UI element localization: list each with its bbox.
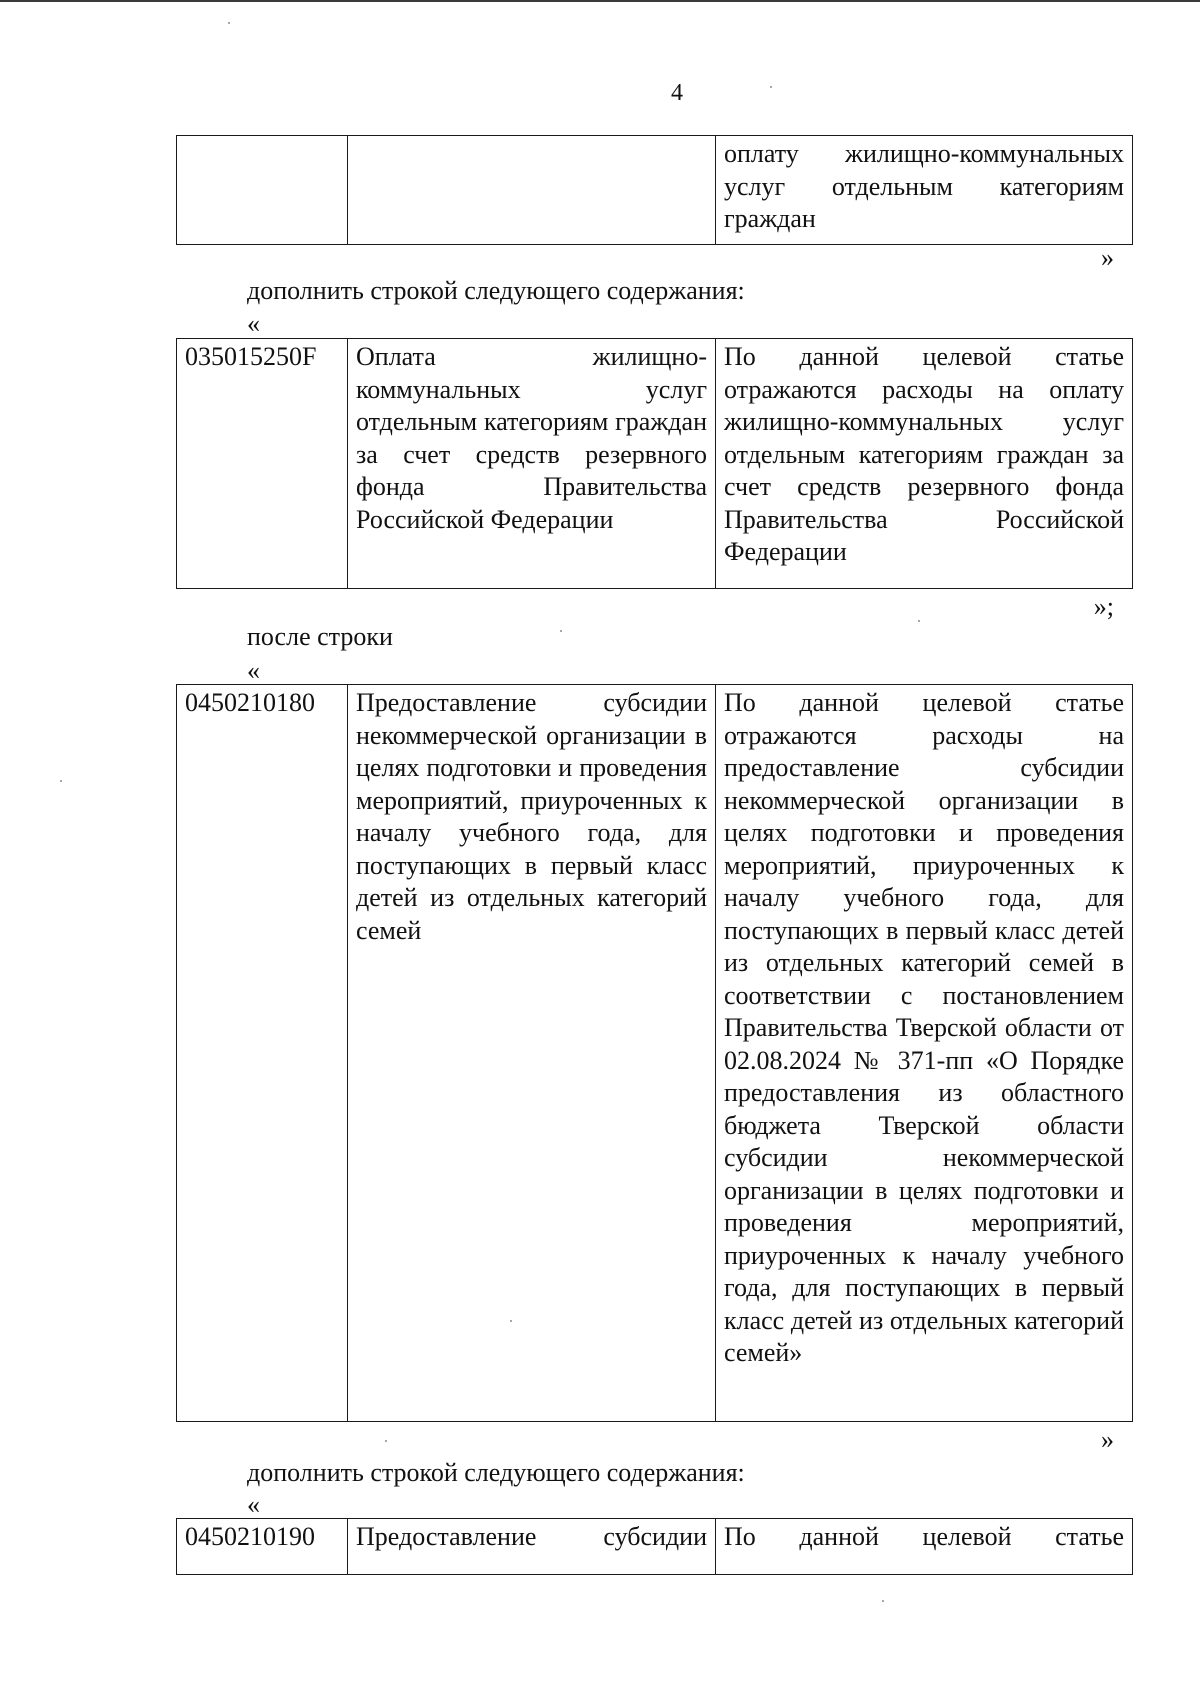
scan-speck <box>560 630 562 632</box>
cell-code: 035015250F <box>177 339 348 589</box>
cell-name: Предоставление субсидии некоммерческой организации в целях подготовки и проведения мероприятий, приуроченных к началу учебного года, для поступающих в первый класс детей из отдельных категорий семей <box>348 685 716 1422</box>
table-row <box>177 136 1133 245</box>
cell-description-text: По данной целевой статье <box>724 1522 1124 1551</box>
table-row <box>177 339 1133 589</box>
scan-speck <box>385 1440 387 1442</box>
table-row <box>177 685 1133 1422</box>
scan-speck <box>510 1320 512 1322</box>
scan-speck <box>882 1600 884 1602</box>
table-continuation <box>176 135 1133 245</box>
scan-speck <box>770 86 772 88</box>
table-new-row-035015250F <box>176 338 1133 589</box>
scan-speck <box>918 620 920 622</box>
cell-description: оплату жилищно-коммунальных услуг отдельным категориям граждан <box>716 136 1133 245</box>
closing-quote: » <box>1101 243 1114 272</box>
opening-quote: « <box>247 1490 260 1519</box>
instruction-paragraph: дополнить строкой следующего содержания: <box>247 276 745 305</box>
cell-name <box>348 136 716 245</box>
cell-name-text: Предоставление субсидии <box>356 1522 707 1551</box>
cell-description: По данной целевой статье отражаются расходы на оплату жилищно-коммунальных услуг отдельным категориям граждан за счет средств резервного фонда Правительства Российской Федерации <box>716 339 1133 589</box>
table-row-0450210180 <box>176 684 1133 1422</box>
opening-quote: « <box>247 656 260 685</box>
cell-code: 0450210190 <box>177 1519 348 1575</box>
page-number: 4 <box>671 80 683 106</box>
scan-speck <box>228 22 230 24</box>
closing-quote: » <box>1101 1425 1114 1454</box>
cell-code <box>177 136 348 245</box>
instruction-paragraph: дополнить строкой следующего содержания: <box>247 1458 745 1487</box>
cell-code: 0450210180 <box>177 685 348 1422</box>
scan-speck <box>60 780 62 782</box>
instruction-paragraph: после строки <box>247 622 393 651</box>
closing-quote: »; <box>1093 592 1114 621</box>
cell-name <box>348 1519 716 1575</box>
cell-description: По данной целевой статье отражаются расходы на предоставление субсидии некоммерческой организации в целях подготовки и проведения мероприятий, приуроченных к началу учебного года, для поступающих в первый класс детей из отдельных категорий семей в соответствии с постановлением Правительства Тверской области от 02.08.2024 № 371-пп «О Порядке предоставления из областного бюджета Тверской области субсидии некоммерческой организации в целях подготовки и проведения мероприятий, приуроченных к началу учебного года, для поступающих в первый класс детей из отдельных категорий семей» <box>716 685 1133 1422</box>
cell-name: Оплата жилищно-коммунальных услуг отдельным категориям граждан за счет средств резервного фонда Правительства Российской Федерации <box>348 339 716 589</box>
table-row <box>177 1519 1133 1575</box>
scan-top-edge <box>0 0 1200 2</box>
opening-quote: « <box>247 309 260 338</box>
cell-description <box>716 1519 1133 1575</box>
table-new-row-0450210190 <box>176 1518 1133 1575</box>
